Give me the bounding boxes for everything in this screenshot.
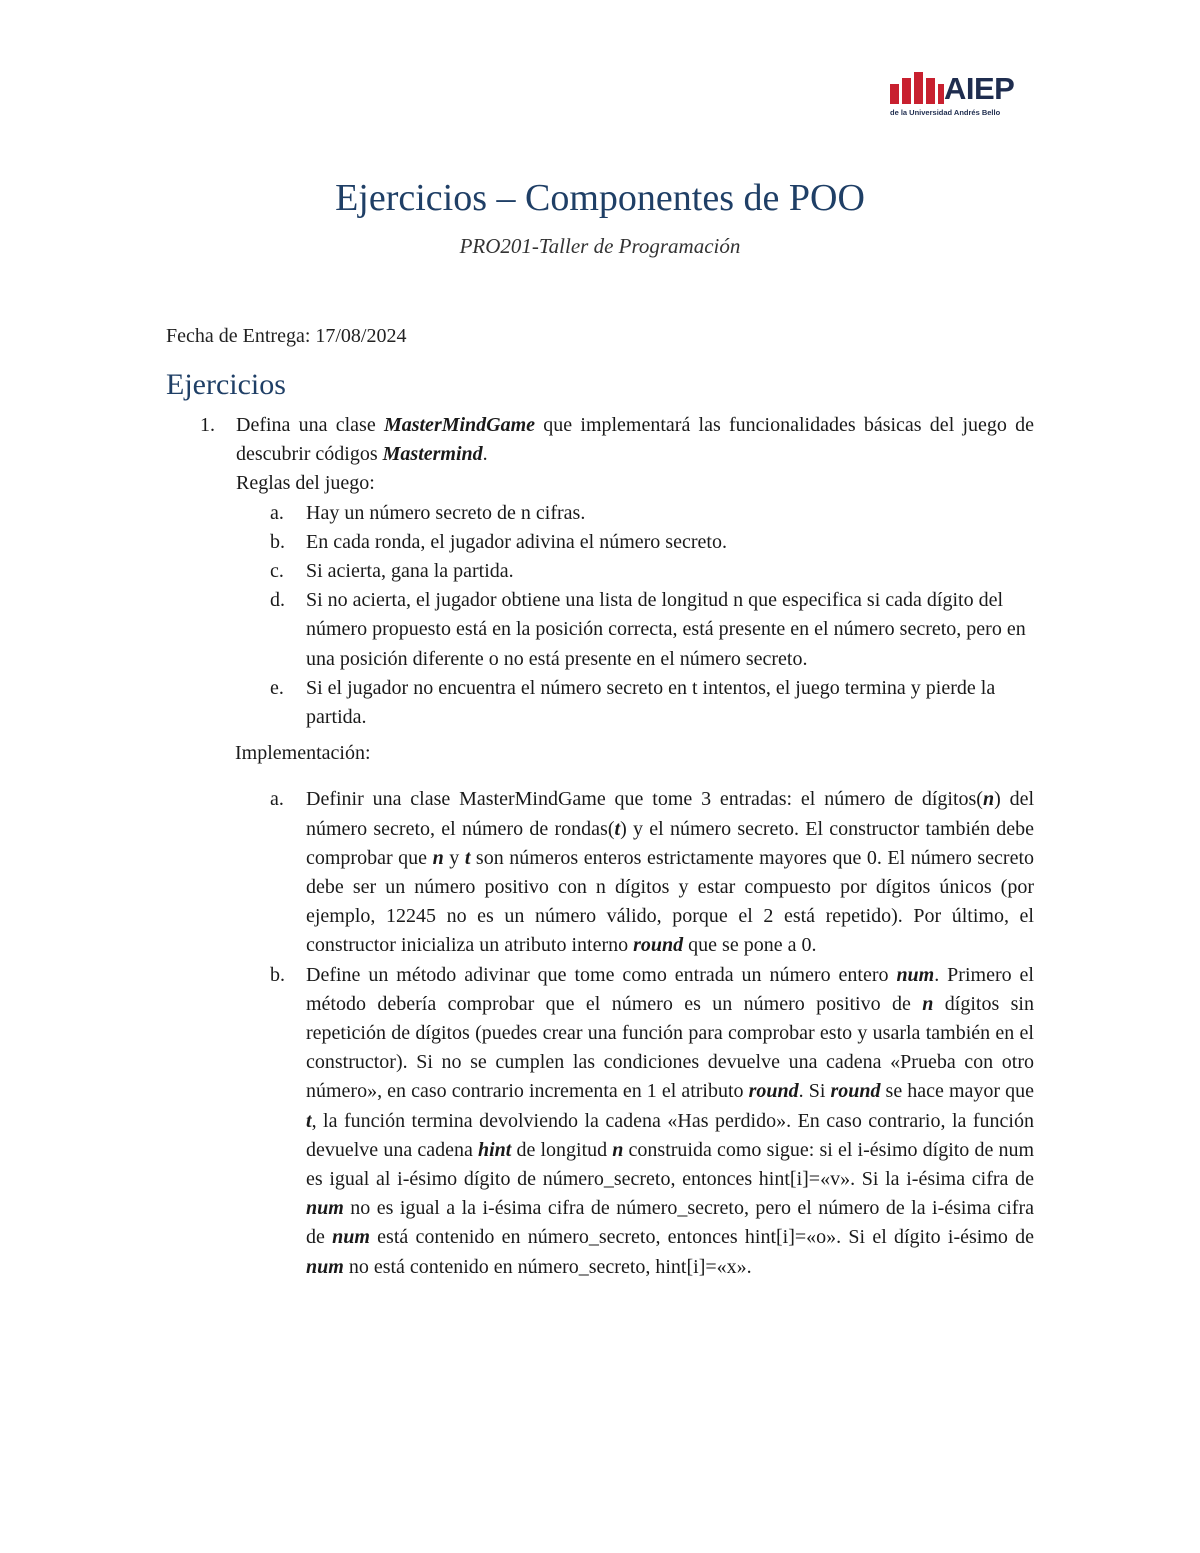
var-t: t (614, 817, 621, 840)
var-n: n (612, 1138, 624, 1161)
var-t: t (306, 1109, 312, 1132)
impl-text: son números enteros estrictamente mayores que 0. El número secreto debe ser un número positivo con n dígitos y estar compuesto por dígitos únicos (por ejemplo, 12245 no es un número válido, porque el 2 está repetido). Por último, el constructor inicializa un atributo interno (306, 846, 1035, 957)
impl-text: está contenido en número_secreto, entonces hint[i]=«o». Si el dígito i-ésimo de (369, 1226, 1034, 1249)
rule-item (166, 499, 1034, 528)
aiep-logo-mark-icon (890, 72, 950, 104)
aiep-logo (890, 70, 1035, 122)
rule-item (166, 586, 1034, 674)
impl-text: no está contenido en número_secreto, hint[i]=«x». (343, 1255, 752, 1278)
var-round: round (830, 1080, 881, 1103)
impl-text: . Si (798, 1080, 831, 1103)
due-date: Fecha de Entrega: 17/08/2024 (166, 325, 407, 347)
impl-text: . Primero el método debería comprobar que el número es un número positivo de (306, 963, 1034, 1015)
var-n: n (922, 992, 934, 1015)
impl-text: de longitud (511, 1138, 613, 1161)
var-n: n (982, 788, 995, 811)
impl-text: ) y el número secreto. El constructor también debe comprobar que (306, 817, 1035, 869)
rule-text: En cada ronda, el jugador adivina el número secreto. (306, 530, 727, 553)
rule-label: b. (270, 530, 285, 553)
course-subtitle: PRO201-Taller de Programación (459, 234, 741, 258)
impl-text: no es igual a la i-ésima cifra de número_secreto, pero el número de la i-ésima cifra de (306, 1197, 1034, 1249)
exercise-1-intro (166, 411, 1034, 469)
impl-text: que se pone a 0. (683, 934, 817, 957)
var-num: num (306, 1255, 344, 1278)
var-num: num (306, 1197, 344, 1220)
page-title: Ejercicios – Componentes de POO (335, 177, 865, 219)
class-name: MasterMindGame (383, 414, 536, 436)
implementation-label: Implementación: (235, 742, 371, 765)
impl-item-a (166, 785, 1034, 960)
intro-text: . (482, 443, 488, 466)
logo-tagline: de la Universidad Andrés Bello (890, 108, 1001, 117)
rule-item (166, 528, 1034, 557)
exercise-list (166, 411, 1034, 1282)
impl-text: construida como sigue: si el i-ésimo dígito de num es igual al i-ésimo dígito de número_secreto, entonces hint[i]=«v». Si la i-ésima cifra de (306, 1138, 1035, 1191)
impl-label: a. (270, 788, 284, 811)
impl-text: , la función termina devolviendo la cadena «Has perdido». En caso contrario, la función devuelve una cadena (306, 1109, 1034, 1161)
rule-text: Hay un número secreto de n cifras. (306, 501, 586, 524)
var-round: round (633, 934, 684, 957)
var-t: t (464, 846, 471, 869)
rule-label: d. (270, 589, 285, 612)
impl-text: Define un método adivinar que tome como entrada un número entero (306, 963, 897, 986)
intro-text: que implementará las funcionalidades básicas del juego de descubrir códigos (236, 414, 1034, 466)
impl-text: ) del número secreto, el número de rondas( (306, 788, 1035, 840)
rule-label: a. (270, 501, 284, 524)
rule-text: Si acierta, gana la partida. (306, 560, 514, 583)
var-num: num (332, 1226, 370, 1249)
game-name: Mastermind (382, 443, 483, 466)
var-n: n (432, 846, 444, 869)
rule-item (166, 674, 1034, 732)
logo-wordmark: AIEP (944, 71, 1015, 106)
var-round: round (748, 1080, 799, 1103)
rule-text: Si no acierta, el jugador obtiene una lista de longitud n que especifica si cada dígito del número propuesto está en la posición correcta, está presente en el número secreto, pero en una posición diferente o no está presente en el número secreto. (306, 589, 1026, 670)
impl-text: se hace mayor que (880, 1080, 1034, 1103)
impl-text: dígitos sin repetición de dígitos (puedes crear una función para comprobar esto y usarla también en el constructor). Si no se cumplen las condiciones devuelve una cadena «Prueba con otro número», en caso contrario incrementa en 1 el atributo (306, 992, 1034, 1103)
rule-item (166, 557, 1034, 586)
exercise-number: 1. (200, 414, 215, 436)
rule-text: Si el jugador no encuentra el número secreto en t intentos, el juego termina y pierde la partida. (306, 676, 996, 729)
impl-text: y (443, 846, 465, 869)
rule-label: e. (270, 676, 284, 699)
var-hint: hint (477, 1138, 512, 1161)
var-num: num (896, 963, 935, 986)
impl-label: b. (270, 963, 285, 986)
rule-label: c. (270, 560, 284, 583)
section-heading: Ejercicios (166, 368, 286, 401)
rules-label: Reglas del juego: (236, 472, 375, 495)
impl-text: Definir una clase MasterMindGame que tome 3 entradas: el número de dígitos( (306, 788, 983, 811)
impl-item-b (166, 961, 1034, 1282)
intro-text: Defina una clase (236, 414, 384, 436)
